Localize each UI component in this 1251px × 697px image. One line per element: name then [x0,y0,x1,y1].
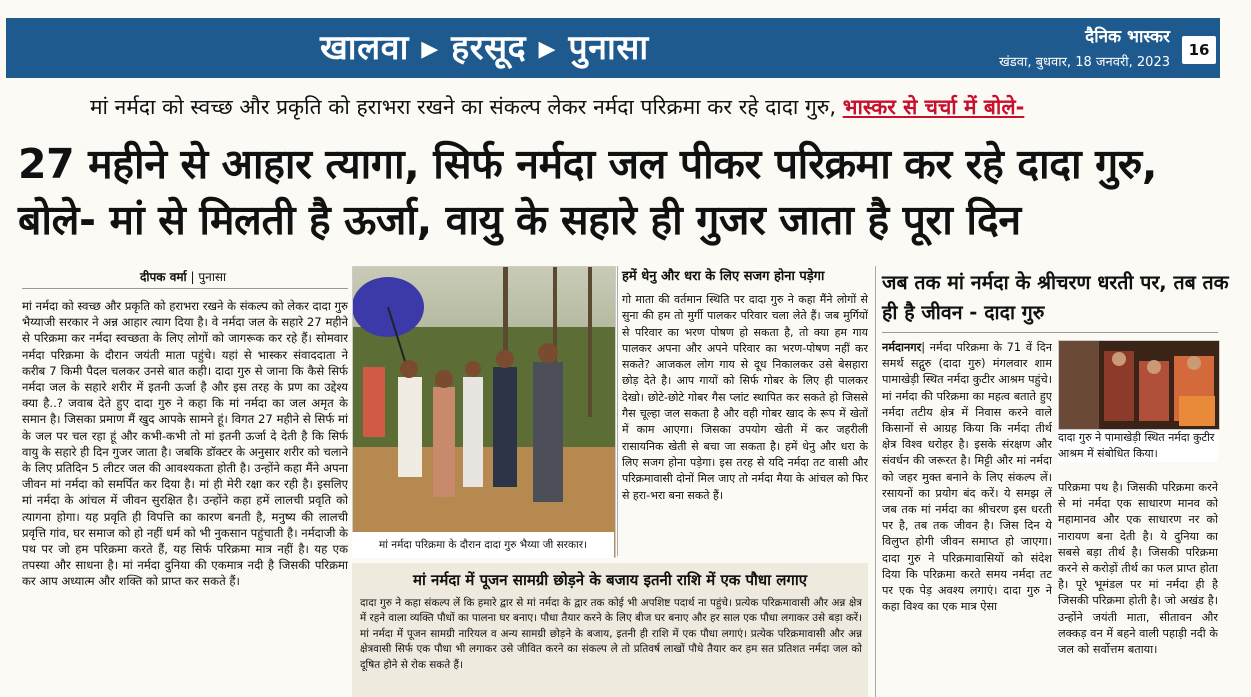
ashram-photo [1058,340,1220,430]
callout-body: दादा गुरु ने कहा संकल्प लें कि हमारे द्वार से मां नर्मदा के द्वार तक कोई भी अपशिष्ट पदार्थ ना पहुंचे। प्रत्येक परिक्रमावासी और अन्न क्षेत्र में रहने वाला व्यक्ति पौधों का पालना घर बनाए। पौधा तैयार करने के लिए बीज घर बनाए और हर साल एक पौधा लगाकर उसे बड़ा करें। मां नर्मदा में पूजन सामग्री नारियल व अन्य सामग्री छोड़ने के बजाय, इतनी ही राशि में एक पौधा लगाएं। प्रत्येक परिक्रमावासी और अन्न क्षेत्रवासी सिर्फ एक पौधा भी लगाकर उसे जीवित करने का संकल्प ले तो प्रतिवर्ष लाखों पौधे तैयार कर हम सत प्रतिशत नर्मदा जल को दूषित होने से रोक सकते हैं। [360,597,862,671]
sidebar2-text: | नर्मदा परिक्रमा के 71 वें दिन समर्थ सद्गुरु (दादा गुरु) मंगलवार शाम पामाखेड़ी स्थित नर्मदा कुटीर आश्रम पहुंचे। मां नर्मदा की परिक्रमा का महत्व बताते हुए नर्मदा तटीय क्षेत्र में निवास करने वाले किसानों से आग्रह किया कि नर्मदा तीर्थ क्षेत्र विश्व धरोहर है। इसके संरक्षण और संवर्धन की जरूरत है। मिट्टी और मां नर्मदा को जहर मुक्त बनाने के लिए संकल्प लें। रसायनों का प्रयोग बंद करें। ये समझ लें जब तक मां नर्मदा का श्रीचरण इस धरती पर है, तब तक जीवन है। जिस दिन ये विलुप्त होगी जीवन समाप्त हो जाएगा। दादा गुरु ने परिक्रमावासियों को संदेश दिया कि परिक्रमा करते समय नर्मदा तट पर एक पेड़ अवश्य लगाएं। दादा गुरु ने कहा विश्व का एक मात्र ऐसा [882,341,1052,614]
parikrama-photo [352,266,616,558]
sidebar2-divider [882,332,1218,333]
kicker-text: मां नर्मदा को स्वच्छ और प्रकृति को हराभरा रखने का संकल्प लेकर नर्मदा परिक्रमा कर रहे दादा गुरु, [90,95,837,119]
edition-dateline: खंडवा, बुधवार, 18 जनवरी, 2023 [999,55,1170,70]
page-number: 16 [1182,36,1216,64]
column-divider [617,266,618,556]
newspaper-logo: दैनिक भास्कर [1085,27,1170,47]
byline-divider [22,288,348,289]
parikrama-photo-illustration [353,267,615,557]
sidebar2-dateline: नर्मदानगर [882,341,922,354]
sidebar1-title: हमें धेनु और धरा के लिए सजग होना पड़ेगा [622,269,825,284]
column-divider [875,266,876,697]
ashram-photo-illustration [1059,341,1219,429]
sidebar2-title: जब तक मां नर्मदा के श्रीचरण धरती पर, तब तक ही है जीवन - दादा गुरु [882,271,1229,324]
story-headline: 27 महीने से आहार त्यागा, सिर्फ नर्मदा जल पीकर परिक्रमा कर रहे दादा गुरु, बोले- मां से मिलती है ऊर्जा, वायु के सहारे ही गुजर जाता है पूरा दिन [18,140,1158,244]
sidebar1-body: गो माता की वर्तमान स्थिति पर दादा गुरु ने कहा मैंने लोगों से सुना की हम तो मुर्गी पालकर परिवार चला लेते हैं। जब मुर्गियों से परिवार का भरण पोषण हो सकता है, तो क्या हम गाय पालकर अपना और अपने परिवार का भरण-पोषण नहीं कर सकते? आजकल लोग गाय से दूध निकालकर उसे बेसहारा छोड़ देते है। आप गायों को सिर्फ गोबर के लिए ही पालकर देखो। छोटे-छोटे गोबर गैस प्लांट स्थापित कर सकते हो जिससे गैस चूल्हा जल सकता है और वही गोबर खाद के रूप में खेतों में काम आएगा। जिसका उपयोग खेती में कर जहरीली रासायनिक खेती से बचा जा सकता है। हमें धेनु और धरा के लिए सजग होना पड़ेगा। इस तरह से यदि नर्मदा तट वासी और परिक्रमावासी दोनों मिल जाए तो नर्मदा मैया के आंचल को फिर से हरा-भरा बना सकते हैं। [622,293,868,502]
sidebar2-body-continued: परिक्रमा पथ है। जिसकी परिक्रमा करने से मां नर्मदा एक साधारण मानव को महामानव और एक साधारण नर को नारायण बना देती है। ये दुनिया का सबसे बड़ा तीर्थ है। जिसकी परिक्रमा करने से करोड़ों तीर्थ का फल प्राप्त होता है। पूरे भूमंडल पर मां नर्मदा ही है जिसकी परिक्रमा होती है। जो अखंड है। उन्होंने जयंती माता, सीतावन और लक्कड़ वन में बहने वाली पहाड़ी नदी के जल को सर्वोत्तम बताया। [1058,481,1218,657]
byline-place: | पुनासा [190,270,227,284]
byline [140,268,226,285]
callout-title: मां नर्मदा में पूजन सामग्री छोड़ने के बजाय इतनी राशि में एक पौधा लगाए [412,571,808,589]
byline-name: दीपक वर्मा [140,270,187,284]
sidebar2-body [882,340,1052,697]
story-body: मां नर्मदा को स्वच्छ और प्रकृति को हराभरा रखने के संकल्प को लेकर दादा गुरु भैय्याजी सरकार ने अन्न आहार त्याग दिया है। वे नर्मदा जल के सहारे 27 महीने से परिक्रमा कर नर्मदा स्वच्छता के लिए लोगों को जागरूक कर रहे हैं। सोमवार नर्मदा परिक्रमा के दौरान जयंती माता पहुंचे। यहां से भास्कर संवाददाता ने करीब 7 किमी पैदल चलकर उनसे बात कही। दादा गुरु से जाना कि कैसे सिर्फ नर्मदा जल के सहारे शरीर में इतनी ऊर्जा है और इस तरह के प्रण का उद्देश्य क्या है..? जवाब देते हुए दादा गुरु ने कहा कि मां नर्मदा का जल अमृत के समान है। जिसका प्रमाण मैं खुद आपके सामने हूं। विगत 27 महीने से सिर्फ मां के जल पर चल रहा हूं और कभी-कभी तो मां इतनी ऊर्जा दे देती है कि सिर्फ वायु के सहारे ही दिन गुजर जाता है। जबकि डॉक्टर के अनुसार शरीर को चलाने के लिए प्रतिदिन 5 लीटर जल की आवश्यकता होती है। उन्होंने कहा मैंने अपना जीवन मां नर्मदा को समर्पित कर दिया है। मां ही मेरी रक्षा कर रही है। इसलिए मां नर्मदा के आंचल में जीवन सुरक्षित है। उन्होंने कहा हमें लालची प्रवृति को त्यागना होगा। यह प्रवृति ही विपत्ति का कारण बनती है, मनुष्य की लालची प्रवृत्ति गांव, घर समाज को हो नहीं धर्म को भी नुकसान पहुंचाती है। नर्मदाजी के पथ पर जो हम परिक्रमा करते हैं, यह सिर्फ परिक्रमा मात्र नहीं है। यह एक तपस्या और साधना है। मां नर्मदा दुनिया की एकमात्र नदी है जिसकी परिक्रमा कर आप अध्यात्म और शक्ति को प्राप्त कर सकते हैं। [22,299,348,589]
story-kicker [90,93,1160,121]
photo1-caption: मां नर्मदा परिक्रमा के दौरान दादा गुरु भैय्या जी सरकार। [352,532,614,558]
section-title: खालवा ▸ हरसूद ▸ पुनासा [320,28,649,68]
kicker-highlight: भास्कर से चर्चा में बोले- [842,95,1025,119]
photo2-caption: दादा गुरु ने पामाखेड़ी स्थित नर्मदा कुटीर आश्रम में संबोधित किया। [1058,430,1218,462]
